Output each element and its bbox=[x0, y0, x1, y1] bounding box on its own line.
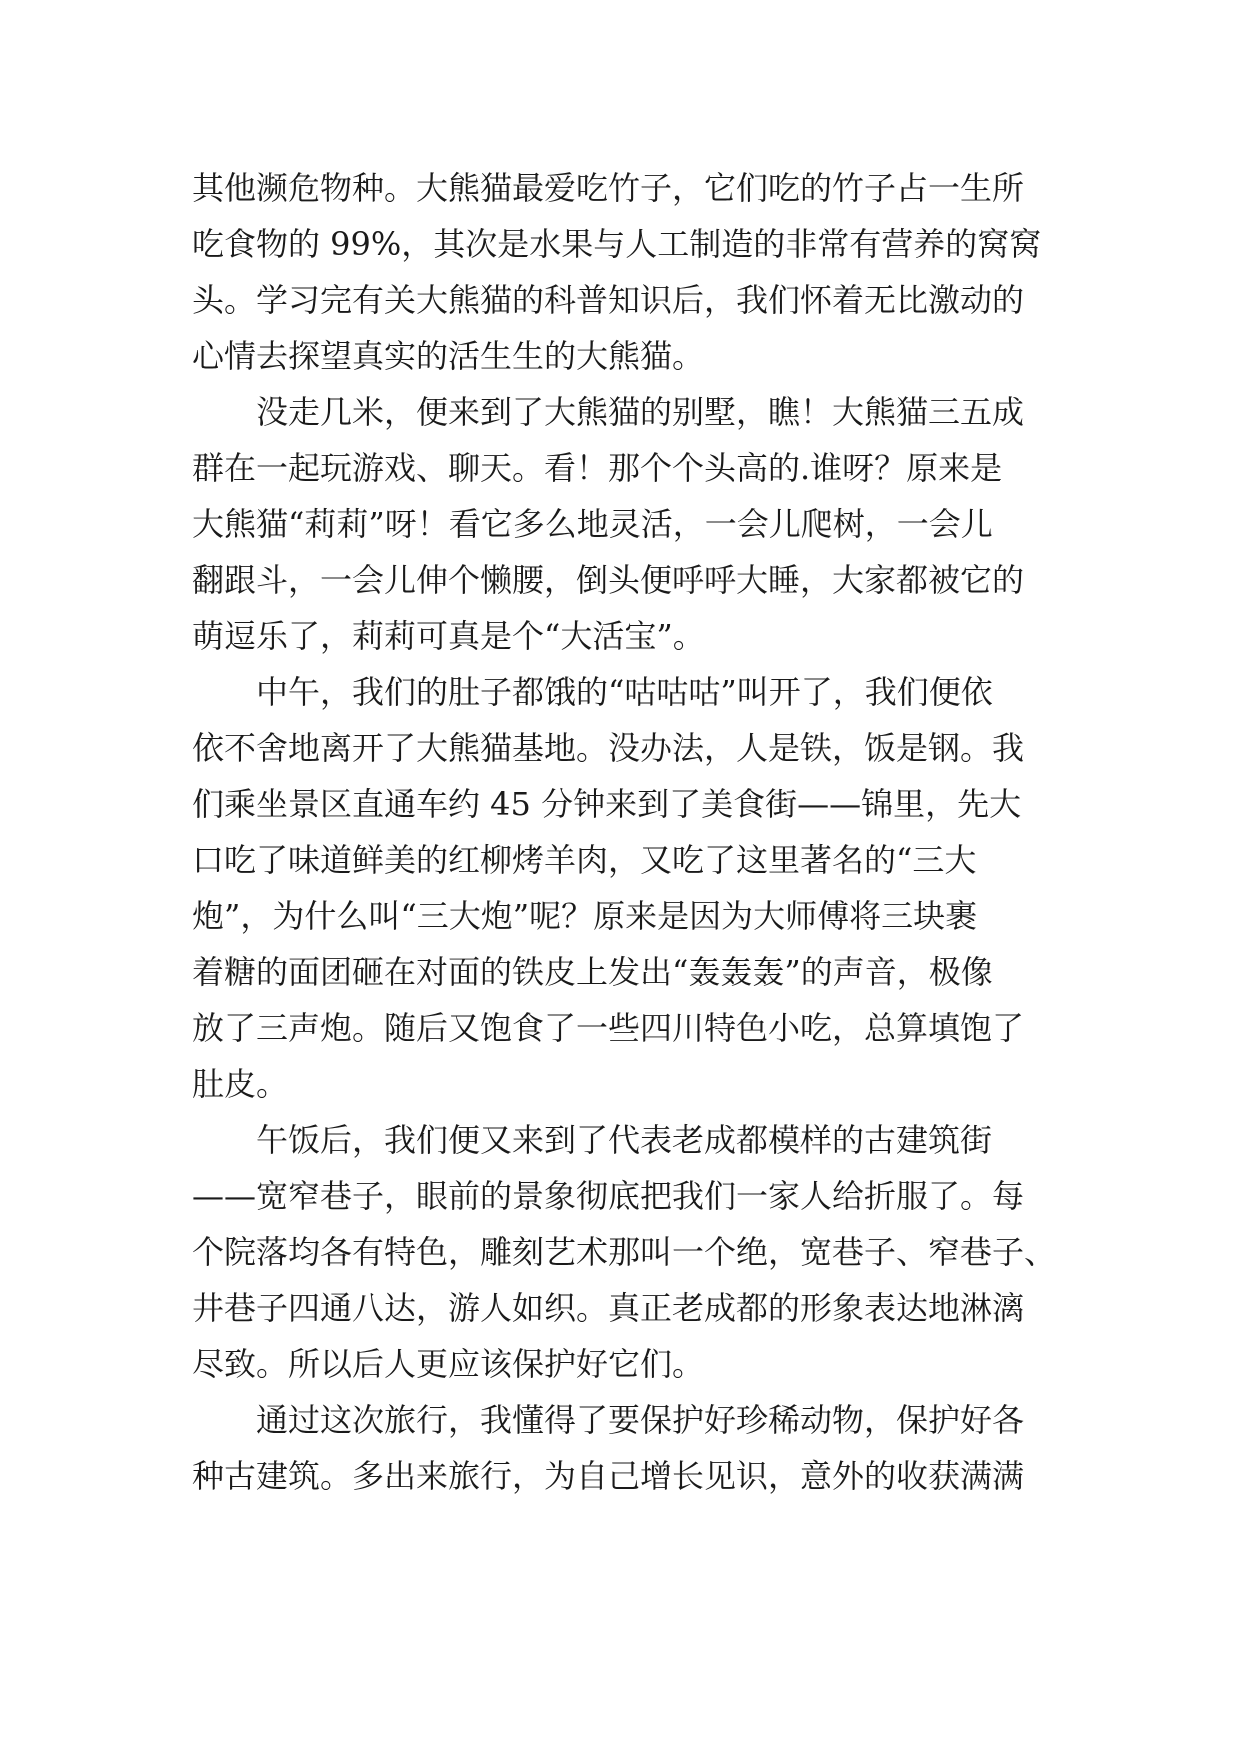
paragraph-start-line: 中午，我们的肚子都饿的“咕咕咕”叫开了，我们便依 bbox=[256, 673, 993, 711]
text-line: 群在一起玩游戏、聊天。看！那个个头高的.谁呀？原来是 bbox=[192, 449, 1003, 487]
text-line: 大熊猫“莉莉”呀！看它多么地灵活，一会儿爬树，一会儿 bbox=[192, 505, 993, 543]
text-line: 口吃了味道鲜美的红柳烤羊肉，又吃了这里著名的“三大 bbox=[192, 841, 977, 879]
text-line: 肚皮。 bbox=[192, 1065, 289, 1103]
text-line: 个院落均各有特色，雕刻艺术那叫一个绝，宽巷子、窄巷子、 bbox=[192, 1233, 1057, 1271]
paragraph-start-line: 午饭后，我们便又来到了代表老成都模样的古建筑街 bbox=[256, 1121, 993, 1159]
text-line: 尽致。所以后人更应该保护好它们。 bbox=[192, 1345, 705, 1383]
text-line: 头。学习完有关大熊猫的科普知识后，我们怀着无比激动的 bbox=[192, 281, 1025, 319]
text-line: 心情去探望真实的活生生的大熊猫。 bbox=[192, 337, 705, 375]
text-line: 们乘坐景区直通车约 45 分钟来到了美食街——锦里，先大 bbox=[192, 785, 1022, 823]
text-line: 放了三声炮。随后又饱食了一些四川特色小吃，总算填饱了 bbox=[192, 1009, 1025, 1047]
body-text bbox=[192, 160, 1072, 1504]
text-line: 炮”，为什么叫“三大炮”呢？原来是因为大师傅将三块裹 bbox=[192, 897, 978, 935]
text-line: 依不舍地离开了大熊猫基地。没办法，人是铁，饭是钢。我 bbox=[192, 729, 1025, 767]
paragraph-start-line: 通过这次旅行，我懂得了要保护好珍稀动物，保护好各 bbox=[256, 1401, 1025, 1439]
text-line: 其他濒危物种。大熊猫最爱吃竹子，它们吃的竹子占一生所 bbox=[192, 169, 1025, 207]
text-line: 种古建筑。多出来旅行，为自己增长见识，意外的收获满满 bbox=[192, 1457, 1025, 1495]
text-line: 萌逗乐了，莉莉可真是个“大活宝”。 bbox=[192, 617, 705, 655]
text-line: 吃食物的 99%，其次是水果与人工制造的非常有营养的窝窝 bbox=[192, 225, 1042, 263]
text-line: 井巷子四通八达，游人如织。真正老成都的形象表达地淋漓 bbox=[192, 1289, 1025, 1327]
text-line: 翻跟斗，一会儿伸个懒腰，倒头便呼呼大睡，大家都被它的 bbox=[192, 561, 1025, 599]
paragraph-start-line: 没走几米，便来到了大熊猫的别墅，瞧！大熊猫三五成 bbox=[256, 393, 1025, 431]
text-line: ——宽窄巷子，眼前的景象彻底把我们一家人给折服了。每 bbox=[192, 1177, 1025, 1215]
text-line: 着糖的面团砸在对面的铁皮上发出“轰轰轰”的声音，极像 bbox=[192, 953, 993, 991]
